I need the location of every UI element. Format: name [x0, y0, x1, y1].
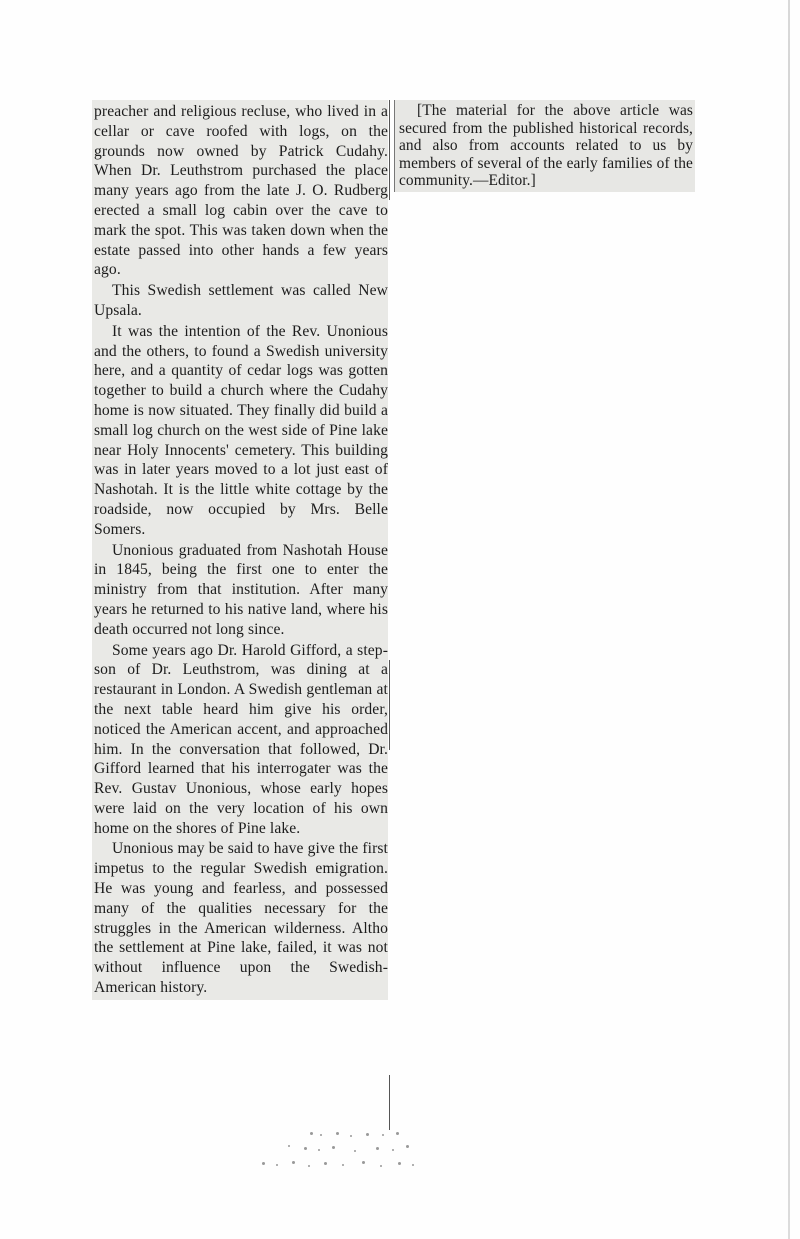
article-paragraph-1: preacher and religious recluse, who lived in a cellar or cave roofed with logs, on the grounds now owned by Patrick Cudahy. When Dr. Leuthstrom purchased the place many years ago from the late J. O. Rudberg erected a small log cabin over the cave to mark the spot. This was taken down when the estate passed into other hands a few years ago. [94, 103, 388, 279]
article-paragraph-2: This Swedish settlement was called New Upsala. [94, 282, 388, 319]
article-paragraph-5: Some years ago Dr. Harold Gifford, a step-son of Dr. Leuthstrom, was dining at a restaurant in London. A Swedish gentleman at the next table heard him give his order, noticed the American accent, and approached him. In the conversation that followed, Dr. Gifford learned that his interrogater was the Rev. Gustav Unonious, whose early hopes were laid on the very location of his own home on the shores of Pine lake. [94, 641, 388, 837]
article-paragraph-4: Unonious graduated from Nashotah House in 1845, being the first one to enter the ministry from that institution. After many years he returned to his native land, where his death occurred not long since. [94, 541, 388, 638]
article-paragraph-3: It was the intention of the Rev. Unonious and the others, to found a Swedish university here, and a quantity of cedar logs was gotten together to build a church where the Cudahy home is now situated. They finally did build a small log church on the west side of Pine lake near Holy Innocents' cemetery. This building was in later years moved to a lot just east of Nashotah. It is the little white cottage by the roadside, now occupied by Mrs. Belle Somers. [94, 322, 388, 538]
editor-note-column [394, 100, 695, 192]
editor-note: [The material for the above article was secured from the published historical records, and also from accounts related to us by members of several of the early families of the community.—Editor.] [399, 102, 693, 190]
column-rule-bottom [389, 1075, 390, 1130]
end-ornament [258, 1130, 418, 1176]
column-rule-top [389, 100, 390, 200]
article-column [92, 100, 388, 1000]
page-edge [788, 0, 790, 1239]
article-paragraph-6: Unonious may be said to have give the first impetus to the regular Swedish emigration. He was young and fearless, and possessed many of the qualities necessary for the struggles in the American wilderness. Altho the settlement at Pine lake, failed, it was not without influence upon the Swedish-American history. [94, 840, 388, 997]
column-rule-middle [389, 660, 390, 750]
